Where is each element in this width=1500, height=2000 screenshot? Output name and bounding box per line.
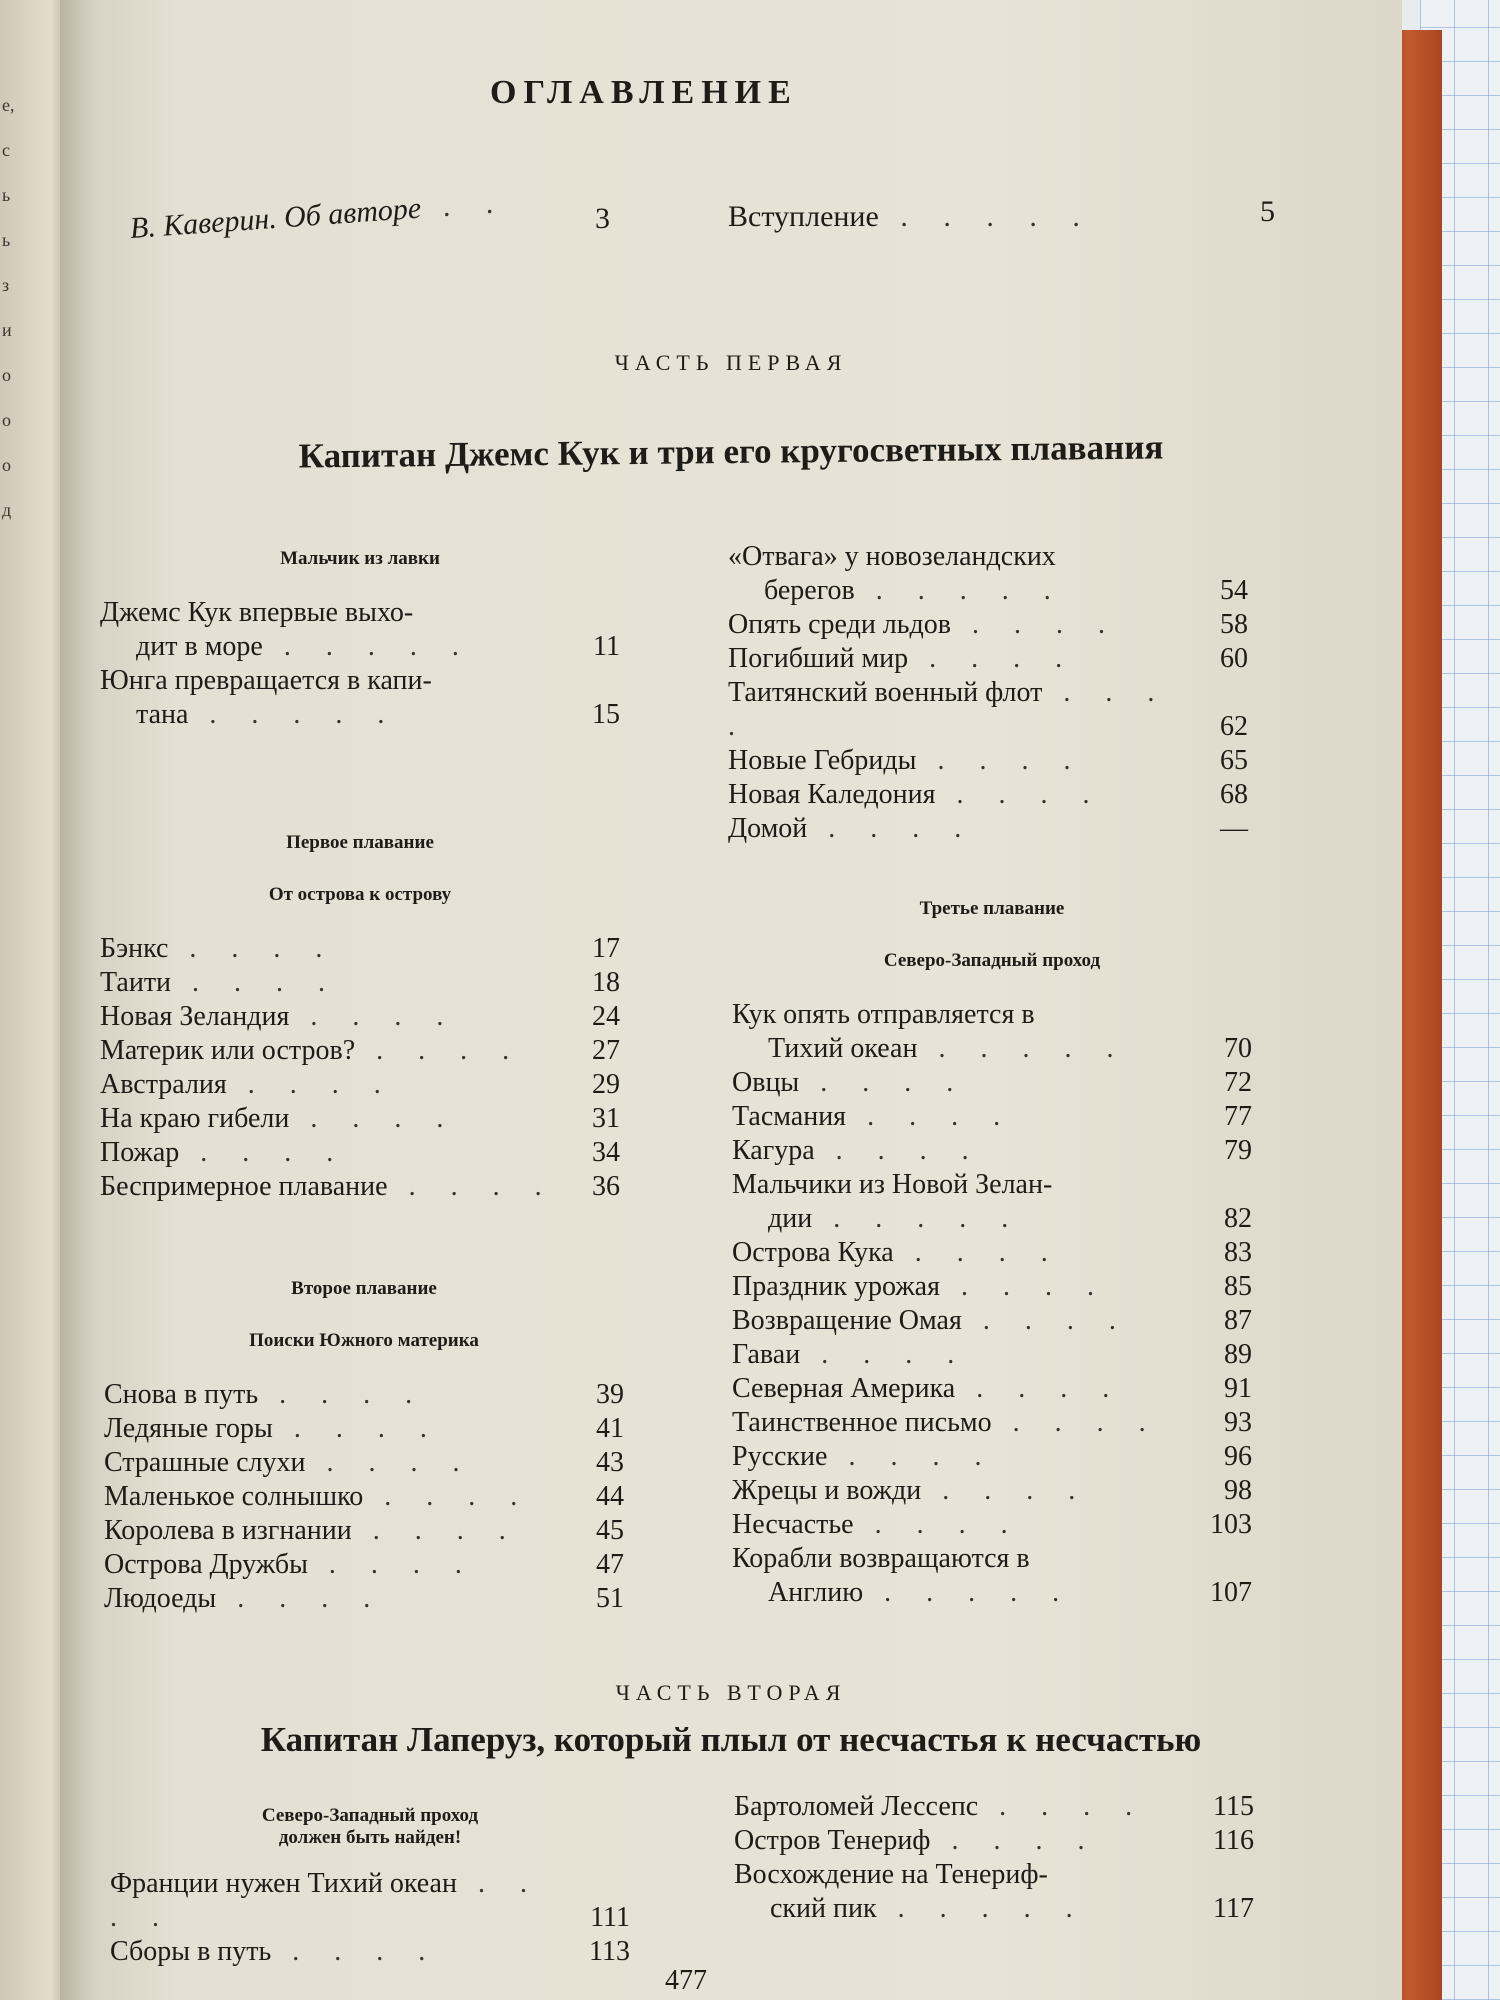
section-heading-line-1: Северо-Западный проход xyxy=(261,1805,479,1826)
toc-entry-title-line-2: берегов xyxy=(764,575,855,606)
toc-entry-page: 116 xyxy=(1213,1825,1254,1856)
toc-entry-title: Австралия xyxy=(100,1069,227,1100)
toc-entry: Франции нужен Тихий океан . . . . 111 xyxy=(110,1868,630,1933)
toc-entry: Новая Каледония . . . . 68 xyxy=(728,779,1248,810)
toc-entry-page: 36 xyxy=(592,1171,620,1202)
part-two-left-column xyxy=(110,1805,630,1969)
toc-entry: Русские . . . . 96 xyxy=(732,1441,1252,1472)
toc-entry: На краю гибели . . . . 31 xyxy=(100,1103,620,1134)
left-page-letter: о xyxy=(2,410,11,430)
toc-entry-page: 91 xyxy=(1224,1373,1252,1404)
toc-entry: Острова Дружбы . . . . 47 xyxy=(104,1549,624,1580)
section-heading: Мальчик из лавки xyxy=(280,548,440,569)
toc-entry: Материк или остров? . . . . 27 xyxy=(100,1035,620,1066)
toc-entry-page: 11 xyxy=(593,631,620,662)
toc-entry-page: 89 xyxy=(1224,1339,1252,1370)
toc-entry: Пожар . . . . 34 xyxy=(100,1137,620,1168)
toc-entry-title-line-1: Кук опять отправляется в xyxy=(732,999,1035,1030)
toc-entry-title: Северная Америка xyxy=(732,1373,956,1404)
toc-entry-title: Пожар xyxy=(100,1137,180,1168)
toc-entry-page: 103 xyxy=(1210,1509,1252,1540)
left-page-letter: о xyxy=(2,455,11,475)
toc-entry-title-line-2: тана xyxy=(136,699,189,730)
part-one-left-column xyxy=(100,548,620,732)
left-page-letter: д xyxy=(2,500,12,520)
toc-entry-page: 47 xyxy=(596,1549,624,1580)
toc-entry-title: Франции нужен Тихий океан xyxy=(110,1868,457,1899)
toc-entry: Тасмания . . . . 77 xyxy=(732,1101,1252,1132)
toc-entry-title: Тасмания xyxy=(732,1101,847,1132)
toc-entry-page: 15 xyxy=(592,699,620,730)
toc-entry-page: 43 xyxy=(596,1447,624,1478)
toc-entry-page: 85 xyxy=(1224,1271,1252,1302)
toc-entry-page: 115 xyxy=(1213,1791,1254,1822)
part-two-right-column xyxy=(734,1790,1254,1926)
section-heading: Первое плавание xyxy=(286,832,434,853)
toc-entry-page: 24 xyxy=(592,1001,620,1032)
toc-entry-title: Несчастье xyxy=(732,1509,854,1540)
toc-entry-title: Сборы в путь xyxy=(110,1936,272,1967)
part-two-label: ЧАСТЬ ВТОРАЯ xyxy=(615,1680,847,1705)
toc-entry-title: Овцы xyxy=(732,1067,800,1098)
toc-entry-title: Бэнкс xyxy=(100,933,169,964)
toc-entry-title-line-1: Джемс Кук впервые выхо- xyxy=(100,597,414,628)
toc-entry-page: 27 xyxy=(592,1035,620,1066)
toc-entry-title: Беспримерное плавание xyxy=(100,1171,388,1202)
toc-entry-title: Таити xyxy=(100,967,172,998)
toc-entry-title: Возвращение Омая xyxy=(732,1305,962,1336)
toc-entry: Кук опять отправляется в Тихий океан . . . . . 70 xyxy=(732,999,1252,1064)
toc-entry: Несчастье . . . . 103 xyxy=(732,1509,1252,1540)
toc-entry: Сборы в путь . . . . 113 xyxy=(110,1936,630,1967)
toc-entry-page: 77 xyxy=(1224,1101,1252,1132)
toc-entry-page: 65 xyxy=(1220,745,1248,776)
toc-entry: Людоеды . . . . 51 xyxy=(104,1583,624,1614)
toc-entry-title: Гаваи xyxy=(732,1339,801,1370)
toc-entry-page: 70 xyxy=(1224,1033,1252,1064)
part-one-label: ЧАСТЬ ПЕРВАЯ xyxy=(614,350,848,375)
toc-entry: Кагура . . . . 79 xyxy=(732,1135,1252,1166)
toc-entry: Домой . . . . — xyxy=(728,813,1248,844)
contents-heading: ОГЛАВЛЕНИЕ xyxy=(490,74,798,111)
left-page-letter: с xyxy=(2,140,10,160)
toc-entry-title-line-1: «Отвага» у новозеландских xyxy=(728,541,1056,572)
toc-entry-page: 54 xyxy=(1220,575,1248,606)
third-voyage-column xyxy=(732,898,1252,1610)
toc-entry-title: Таитянский военный флот xyxy=(728,677,1043,708)
toc-entry: Новые Гебриды . . . . 65 xyxy=(728,745,1248,776)
part-one-title: Капитан Джемс Кук и три его кругосветных плавания xyxy=(298,427,1164,476)
toc-entry: Возвращение Омая . . . . 87 xyxy=(732,1305,1252,1336)
toc-entry-title-line-2: Тихий океан xyxy=(768,1033,918,1064)
first-voyage-column xyxy=(100,832,620,1204)
toc-entry: Таинственное письмо . . . . 93 xyxy=(732,1407,1252,1438)
toc-entry-page: 82 xyxy=(1224,1203,1252,1234)
toc-entry-title: Жрецы и вожди xyxy=(732,1475,922,1506)
toc-entry-title: Снова в путь xyxy=(104,1379,259,1410)
toc-entry: Корабли возвращаются в Англию . . . . . 107 xyxy=(732,1543,1252,1608)
toc-entry-page: 58 xyxy=(1220,609,1248,640)
toc-entry-title: Праздник урожая xyxy=(732,1271,940,1302)
toc-entry: Страшные слухи . . . . 43 xyxy=(104,1447,624,1478)
section-heading: Третье плавание xyxy=(919,898,1065,919)
toc-entry-title: Бартоломей Лессепс xyxy=(734,1791,979,1822)
toc-entry-title: Домой xyxy=(728,813,808,844)
toc-entry-page: 29 xyxy=(592,1069,620,1100)
toc-entry: Таити . . . . 18 xyxy=(100,967,620,998)
toc-entry: Беспримерное плавание . . . . 36 xyxy=(100,1171,620,1202)
toc-entry: Новая Зеландия . . . . 24 xyxy=(100,1001,620,1032)
toc-entry-title: Королева в изгнании xyxy=(104,1515,352,1546)
toc-entry-page: 68 xyxy=(1220,779,1248,810)
toc-entry-title: Острова Кука xyxy=(732,1237,894,1268)
toc-entry-title: Русские xyxy=(732,1441,828,1472)
page-number: 477 xyxy=(665,1965,707,1996)
toc-entry-page: 117 xyxy=(1213,1893,1254,1924)
toc-entry: Праздник урожая . . . . 85 xyxy=(732,1271,1252,1302)
toc-entry-page: 98 xyxy=(1224,1475,1252,1506)
toc-entry-page: 111 xyxy=(590,1902,630,1933)
toc-entry-page: 34 xyxy=(592,1137,620,1168)
front-item-author-page: 3 xyxy=(595,202,610,235)
toc-entry: Бартоломей Лессепс . . . . 115 xyxy=(734,1791,1254,1822)
front-item-intro: Вступление . . . . . xyxy=(728,200,1094,233)
book-page xyxy=(60,0,1402,2000)
second-voyage-continued-column xyxy=(728,540,1248,846)
toc-entry: Ледяные горы . . . . 41 xyxy=(104,1413,624,1444)
section-subheading: Северо-Западный проход xyxy=(883,950,1101,971)
left-page-letter: о xyxy=(2,365,11,385)
toc-entry: Мальчики из Новой Зелан- дии . . . . . 82 xyxy=(732,1169,1252,1234)
toc-entry: Жрецы и вожди . . . . 98 xyxy=(732,1475,1252,1506)
toc-entry: Таитянский военный флот . . . . 62 xyxy=(728,677,1248,742)
front-item-author: В. Каверин. Об авторе . . xyxy=(128,185,508,245)
second-voyage-column xyxy=(104,1278,624,1616)
toc-entry: Острова Кука . . . . 83 xyxy=(732,1237,1252,1268)
section-heading: Второе плавание xyxy=(291,1278,437,1299)
toc-entry-title: Остров Тенериф xyxy=(734,1825,931,1856)
toc-entry: Юнга превращается в капи- тана . . . . . 15 xyxy=(100,665,620,730)
toc-entry: Маленькое солнышко . . . . 44 xyxy=(104,1481,624,1512)
toc-entry: «Отвага» у новозеландских берегов . . . . . 54 xyxy=(728,541,1248,606)
toc-entry-page: 96 xyxy=(1224,1441,1252,1472)
toc-entry: Королева в изгнании . . . . 45 xyxy=(104,1515,624,1546)
toc-entry: Погибший мир . . . . 60 xyxy=(728,643,1248,674)
section-heading-line-2: должен быть найден! xyxy=(278,1827,462,1848)
toc-entry-page: 45 xyxy=(596,1515,624,1546)
toc-entry-title: Страшные слухи xyxy=(104,1447,306,1478)
toc-entry-page: 41 xyxy=(596,1413,624,1444)
left-page-letter: ь xyxy=(2,185,11,205)
toc-entry-title-line-2: дит в море xyxy=(136,631,263,662)
toc-entry-title: Маленькое солнышко xyxy=(104,1481,364,1512)
toc-entry-page: 60 xyxy=(1220,643,1248,674)
toc-entry-page: 17 xyxy=(592,933,620,964)
toc-entry-page: 113 xyxy=(589,1936,630,1967)
section-subheading: От острова к острову xyxy=(268,884,452,905)
front-item-intro-page: 5 xyxy=(1260,195,1275,228)
toc-entry-title: Новые Гебриды xyxy=(728,745,917,776)
toc-entry-title: Ледяные горы xyxy=(104,1413,273,1444)
toc-entry-title: Новая Зеландия xyxy=(100,1001,290,1032)
toc-entry: Джемс Кук впервые выхо- дит в море . . . . . 11 xyxy=(100,597,620,662)
left-page-letter: е, xyxy=(2,95,15,115)
toc-entry-title-line-1: Мальчики из Новой Зелан- xyxy=(732,1169,1053,1200)
section-subheading: Поиски Южного материка xyxy=(249,1330,479,1351)
left-page-letter: ь xyxy=(2,230,11,250)
toc-entry: Австралия . . . . 29 xyxy=(100,1069,620,1100)
toc-entry-page: 39 xyxy=(596,1379,624,1410)
part-two-title: Капитан Лаперуз, который плыл от несчастья к несчастью xyxy=(260,1720,1202,1759)
toc-entry-page: 107 xyxy=(1210,1577,1252,1608)
toc-entry: Опять среди льдов . . . . 58 xyxy=(728,609,1248,640)
toc-entry-page: 31 xyxy=(592,1103,620,1134)
toc-entry-title-line-2: дии xyxy=(768,1203,813,1234)
toc-entry-title: Погибший мир xyxy=(728,643,909,674)
toc-entry-page: — xyxy=(1220,813,1248,844)
toc-entry: Снова в путь . . . . 39 xyxy=(104,1379,624,1410)
left-page-letter: з xyxy=(2,275,10,295)
toc-entry-title: Кагура xyxy=(732,1135,815,1166)
toc-entry-title: Таинственное письмо xyxy=(732,1407,992,1438)
toc-entry-title: Людоеды xyxy=(104,1583,217,1614)
toc-entry-title-line-2: ский пик xyxy=(770,1893,877,1924)
toc-entry-page: 18 xyxy=(592,967,620,998)
left-page-letter: и xyxy=(2,320,12,340)
toc-entry-page: 79 xyxy=(1224,1135,1252,1166)
toc-entry-title: Острова Дружбы xyxy=(104,1549,308,1580)
toc-entry-page: 44 xyxy=(596,1481,624,1512)
toc-entry-page: 93 xyxy=(1224,1407,1252,1438)
toc-entry-page: 72 xyxy=(1224,1067,1252,1098)
toc-entry-title: Новая Каледония xyxy=(728,779,936,810)
toc-entry: Овцы . . . . 72 xyxy=(732,1067,1252,1098)
toc-entry-title-line-2: Англию xyxy=(768,1577,864,1608)
toc-entry-title-line-1: Юнга превращается в капи- xyxy=(100,665,432,696)
toc-entry-page: 62 xyxy=(1220,711,1248,742)
toc-entry-title: Опять среди льдов xyxy=(728,609,952,640)
toc-entry-page: 51 xyxy=(596,1583,624,1614)
toc-entry: Гаваи . . . . 89 xyxy=(732,1339,1252,1370)
toc-entry: Остров Тенериф . . . . 116 xyxy=(734,1825,1254,1856)
toc-entry-page: 83 xyxy=(1224,1237,1252,1268)
toc-entry-page: 87 xyxy=(1224,1305,1252,1336)
toc-entry-title-line-1: Восхождение на Тенериф- xyxy=(734,1859,1048,1890)
toc-entry-title: Материк или остров? xyxy=(100,1035,356,1066)
toc-entry-title: На краю гибели xyxy=(100,1103,290,1134)
toc-entry-title-line-1: Корабли возвращаются в xyxy=(732,1543,1030,1574)
toc-entry: Бэнкс . . . . 17 xyxy=(100,933,620,964)
toc-entry: Северная Америка . . . . 91 xyxy=(732,1373,1252,1404)
toc-entry: Восхождение на Тенериф- ский пик . . . . . 117 xyxy=(734,1859,1254,1924)
